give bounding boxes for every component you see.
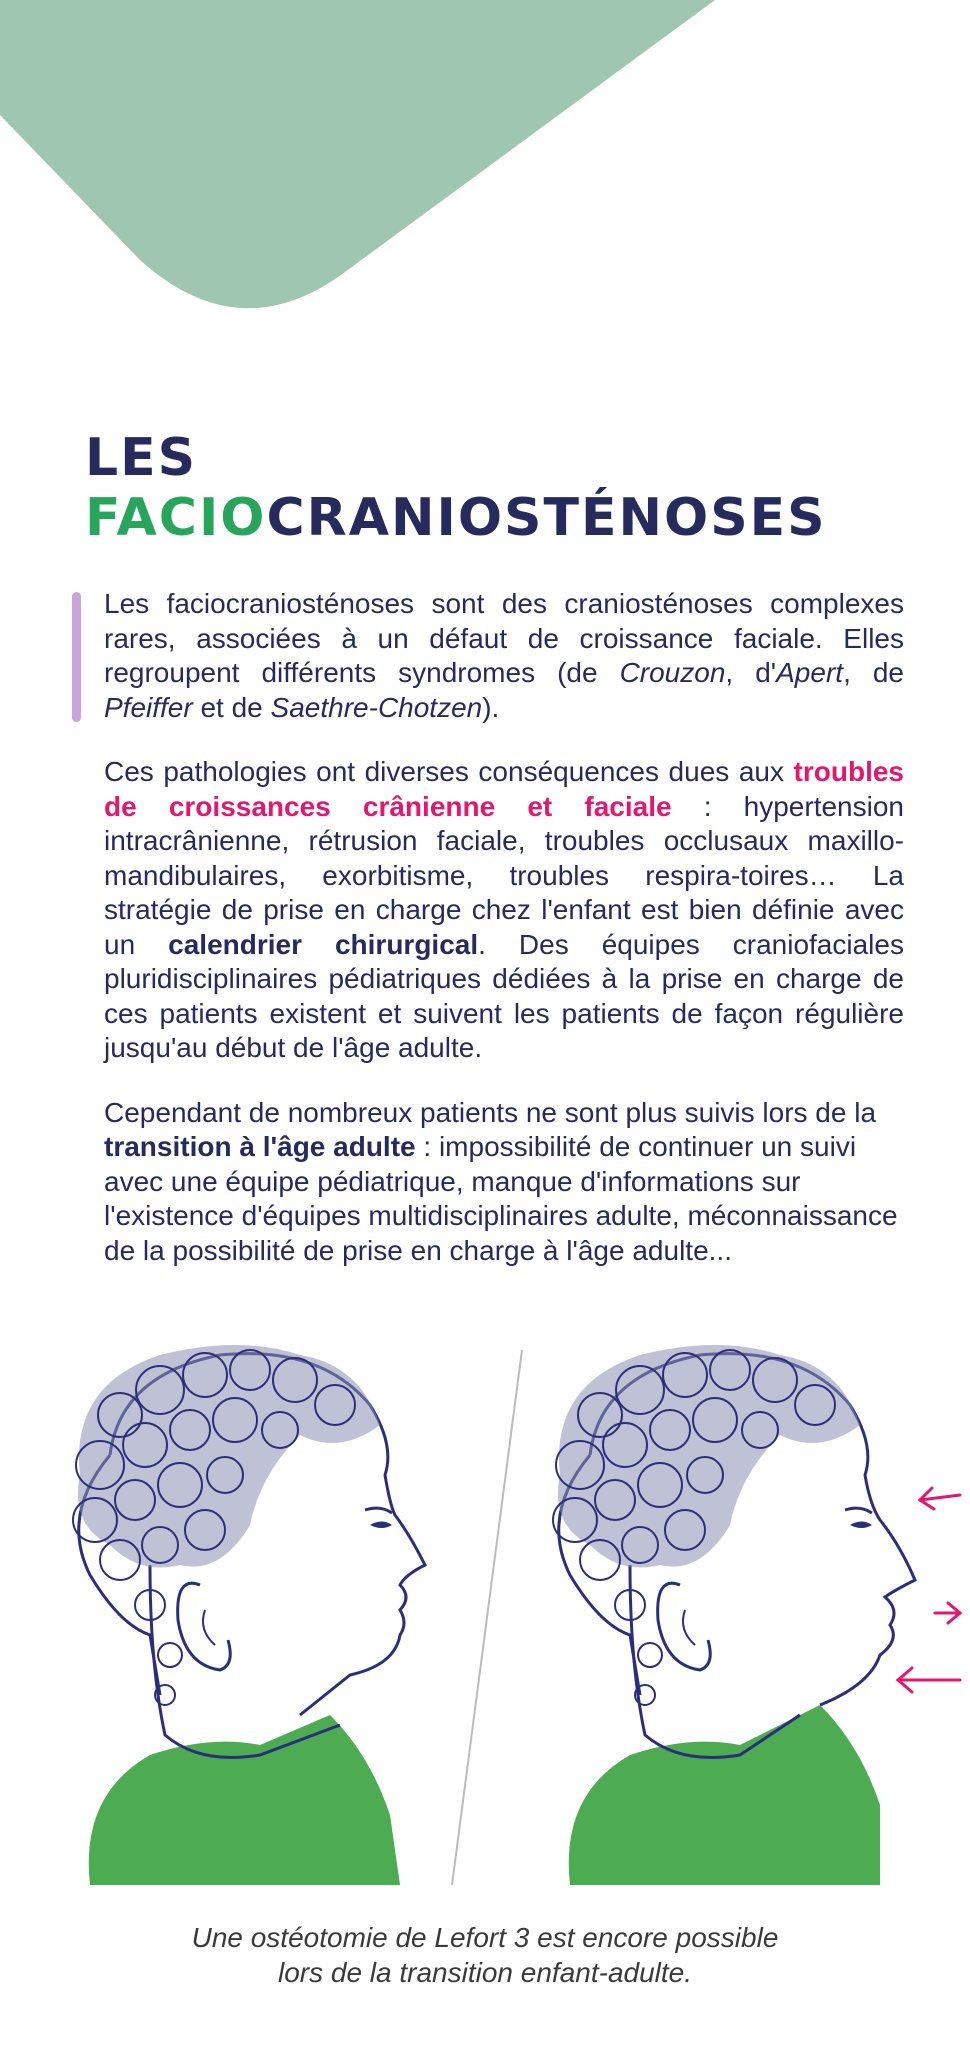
text: Les faciocraniosténoses sont des craniosténoses complexes rares, associées à un défaut de croissance faciale. Elles regroupent différents syndromes (de	[104, 588, 904, 688]
text: et de	[192, 691, 271, 723]
body-text	[104, 587, 904, 1298]
text: , d'	[725, 657, 777, 688]
text: , de	[843, 657, 904, 688]
highlight-growth-disorders: troubles de croissances crânienne et faciale	[104, 756, 904, 822]
paragraph-transition	[104, 1096, 904, 1269]
arrow-right-icon	[935, 1603, 960, 1623]
decorative-corner-shape	[0, 0, 720, 320]
title-line-1: LES	[85, 428, 198, 488]
syndrome-apert: Apert	[776, 657, 844, 688]
text: Ces pathologies ont diverses conséquences dues aux	[104, 756, 794, 787]
page-title	[85, 428, 827, 548]
profile-illustration	[0, 1335, 970, 1895]
caption-line-1: Une ostéotomie de Lefort 3 est encore possible	[191, 1922, 779, 1953]
illustration-caption	[0, 1920, 970, 1990]
paragraph-intro	[104, 587, 904, 725]
syndrome-saethre-chotzen: Saethre-Chotzen	[270, 691, 483, 723]
title-rest: CRANIOSTÉNOSES	[266, 488, 827, 548]
paragraph-consequences	[104, 755, 904, 1066]
profile-before	[73, 1345, 425, 1885]
text: ).	[482, 691, 500, 723]
text: : hypertension intracrânienne, rétrusion faciale, troubles occlusaux maxillo-mandibulaires, exorbitisme, troubles respira-toires… La stratégie de prise en charge chez l'enfant est bien définie avec un	[104, 790, 904, 960]
text: : impossibilité de continuer un suivi avec une équipe pédiatrique, manque d'informations sur l'existence d'équipes multidisciplinaires adulte, méconnaissance de la possibilité de prise en charge à l'âge adulte...	[104, 1131, 898, 1266]
text: Cependant de nombreux patients ne sont plus suivis lors de la	[104, 1096, 877, 1128]
arrow-left-icon	[898, 1668, 960, 1692]
arrow-left-icon	[920, 1488, 960, 1509]
text: . Des équipes craniofaciales pluridisciplinaires pédiatriques dédiées à la prise en charge de ces patients existent et suivent les patients de façon régulière jusqu'au début de l'âge adulte.	[104, 928, 904, 1063]
divider-line	[452, 1350, 522, 1885]
syndrome-pfeiffer: Pfeiffer	[104, 691, 193, 723]
profile-after	[553, 1345, 960, 1885]
syndrome-crouzon: Crouzon	[619, 657, 726, 688]
caption-line-2: lors de la transition enfant-adulte.	[277, 1957, 693, 1988]
title-highlight: FACIO	[85, 488, 267, 548]
bold-surgical-calendar: calendrier chirurgical	[168, 928, 479, 960]
bold-adult-transition: transition à l'âge adulte	[104, 1131, 416, 1162]
accent-bar	[72, 592, 81, 722]
